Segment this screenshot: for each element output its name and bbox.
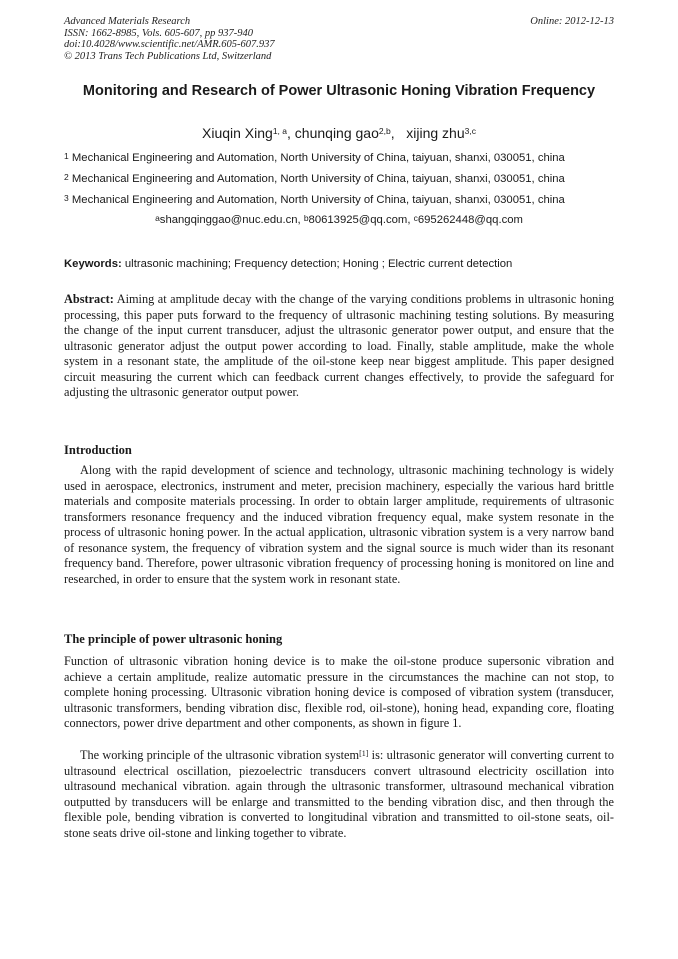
journal-header: [64, 16, 275, 62]
section-heading-introduction: Introduction: [64, 443, 132, 457]
author-name: xijing zhu: [406, 125, 465, 141]
email-sup: b: [303, 213, 309, 223]
email-link[interactable]: 80613925@qq.com,: [308, 214, 414, 226]
journal-issn: ISSN: 1662-8985, Vols. 605-607, pp 937-940: [64, 27, 253, 39]
citation-ref[interactable]: [1]: [359, 749, 369, 758]
para2-start: The working principle of the ultrasonic vibration system: [80, 748, 360, 762]
journal-doi: doi:10.4028/www.scientific.net/AMR.605-607.937: [64, 39, 275, 50]
principle-paragraph-2: [64, 748, 614, 841]
email-link[interactable]: shangqinggao@nuc.edu.cn,: [159, 214, 304, 226]
affiliation-2: [64, 172, 616, 186]
email-sup: a: [155, 213, 160, 223]
email-sup: c: [413, 213, 418, 223]
author-name: Xiuqin Xing: [202, 125, 273, 141]
author-sup: 3,c: [464, 126, 476, 136]
affiliation-text: Mechanical Engineering and Automation, North University of China, taiyuan, shanxi, 030051, china: [71, 152, 565, 164]
journal-name: Advanced Materials Research: [64, 16, 191, 27]
email-link[interactable]: 695262448@qq.com: [417, 214, 523, 226]
section-heading-principle: The principle of power ultrasonic honing: [64, 632, 283, 646]
abstract-text: Aiming at amplitude decay with the change of the varying conditions problems in ultrasonic honing processing, this paper puts forward to the frequency of ultrasonic machining testing solutions. By measuring the change of the input current transducer, adjust the ultrasonic generator power output, and ensure that the ultrasonic generator adjust the output power according to load. Finally, stable amplitude, make the whole system in a resonant state, the amplitude of the oil-stone keep near biggest amplitude. This paper designed circuit measuring the current which can feedback current changes effectively, to provide the safeguard for adjusting the ultrasonic generator output power.: [64, 292, 614, 399]
affiliation-text: Mechanical Engineering and Automation, North University of China, taiyuan, shanxi, 030051, china: [71, 194, 565, 206]
abstract: [64, 292, 614, 401]
author-sep: ,: [287, 125, 295, 141]
principle-paragraph-1: Function of ultrasonic vibration honing device is to make the oil-stone produce supersonic vibration and achieve a certain amplitude, realize automatic pressure in the circumstances the machine can not stop, to complete honing processing. Ultrasonic vibration honing device is composed of vibration system (transducer, ultrasonic transformers, bending vibration disc, flexible rod, oil-stone), honing head, expanding core, floating connectors, power drive department and other components, as shown in figure 1.: [64, 654, 614, 730]
affiliation-text: Mechanical Engineering and Automation, North University of China, taiyuan, shanxi, 030051, china: [71, 173, 565, 185]
author-list: [64, 124, 614, 142]
keywords: [64, 257, 614, 271]
para2-rest: is: ultrasonic generator will converting current to ultrasound electrical oscillation, piezoelectric transducers convert ultrasound electricity oscillation into ultrasound mechanical vibration. again through the ultrasonic transformer, ultrasound mechanical vibration outputted by transducers will be enlarge and transmitted to the bending vibration disc, and then through the flexible pole, bending vibration is converted to longitudinal vibration and transmitted to oil-stone seats, oil-stone seats drive oil-stone and linking together to vibrate.: [64, 748, 614, 840]
affiliation-num: 3: [64, 193, 69, 203]
email-list: [64, 213, 614, 227]
keywords-label: Keywords:: [64, 258, 122, 270]
affiliation-num: 1: [64, 151, 69, 161]
online-date: Online: 2012-12-13: [530, 16, 614, 27]
author-sup: 2,b: [378, 126, 391, 136]
paper-title: Monitoring and Research of Power Ultrasonic Honing Vibration Frequency: [82, 83, 596, 99]
author-sep: ,: [390, 125, 407, 141]
affiliation-num: 2: [64, 172, 69, 182]
introduction-paragraph: Along with the rapid development of science and technology, ultrasonic machining technology is widely used in aerospace, electronics, instrument and meter, precision machinery, especially the various hard brittle materials and composite materials processing. In order to obtain larger amplitude, requirements of ultrasonic transformers resonance frequency and the induced vibration frequency equal, make system resonate in the process of ultrasonic honing power. In the actual application, ultrasonic vibration system is a very narrow band of resonance system, the frequency of vibration system and the signal source is much wider than its resonant frequency band. Therefore, power ultrasonic vibration frequency of processing honing is monitored on line and researched, in order to ensure that the system work in resonant state.: [64, 463, 614, 586]
author-name: chunqing gao: [294, 125, 379, 141]
journal-copyright: © 2013 Trans Tech Publications Ltd, Switzerland: [64, 50, 272, 62]
abstract-label: Abstract:: [64, 292, 114, 306]
affiliation-3: [64, 193, 616, 207]
keywords-text: ultrasonic machining; Frequency detection; Honing ; Electric current detection: [121, 258, 513, 270]
affiliation-1: [64, 151, 616, 165]
author-sup: 1, a: [272, 126, 288, 136]
